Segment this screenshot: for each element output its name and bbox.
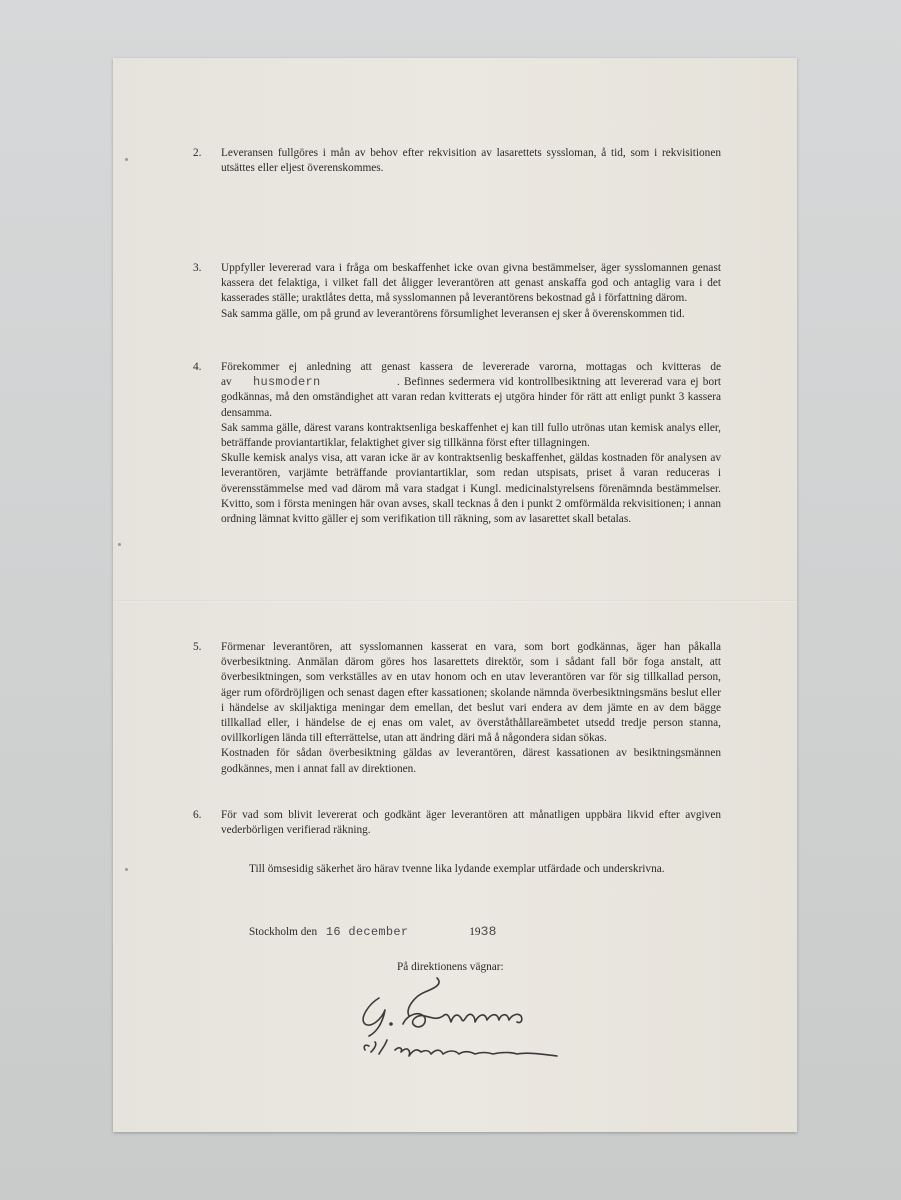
paper-speck bbox=[118, 543, 121, 546]
clause-paragraph: Leveransen fullgöres i mån av behov efter rekvisition av lasarettets syssloman, å tid, som i rekvisitionen utsättes eller eljest överenskommes. bbox=[221, 147, 721, 175]
clause-paragraph bbox=[221, 360, 721, 421]
closing-statement: Till ömsesidig säkerhet äro härav tvenne lika lydande exemplar utfärdade och underskrivna. bbox=[249, 863, 665, 875]
clause-number: 5. bbox=[193, 641, 202, 653]
year-century: 19 bbox=[469, 926, 481, 938]
on-behalf-label: På direktionens vägnar: bbox=[397, 961, 504, 973]
clause-paragraph: Förmenar leverantören, att sysslomannen kasserat en vara, som bort godkännas, äger han påkalla överbesiktning. Anmälan därom göres hos lasarettets direktör, som i sådant fall bör foga anstalt, att överbesiktningen, som verkställes av en utav honom och en utav leverantören var för sig tillkallad person, äger rum ofördröjligen och senast dagen efter kassationen; skolande nämnda överbesiktningsmäns beslut eller i händelse av skiljaktiga meningar dem emellan, det beslut vari endera av dem jämte en av dem bägge tillkallad eller, i händelse de ej enas om valet, av överståthållareämbetet utsedd tredje person stanna, ovillkorligen lända till efterrättelse, utan att ändring däri må å någondera sidan sökas. bbox=[221, 641, 721, 745]
paper-speck bbox=[125, 868, 128, 871]
signature-stroke bbox=[363, 998, 385, 1036]
clause-number: 4. bbox=[193, 361, 202, 373]
clause-paragraph: Kostnaden för sådan överbesiktning gäldas av leverantören, därest kassationen av besiktningsmännen godkännes, men i annat fall av direktionen. bbox=[221, 747, 721, 775]
document-page bbox=[113, 58, 797, 1132]
clause-body bbox=[221, 146, 721, 176]
handwritten-signature bbox=[351, 966, 583, 1072]
clause-paragraph: För vad som blivit levererat och godkänt äger leverantören att månatligen uppbära likvid efter avgiven vederbörligen verifierad räkning. bbox=[221, 809, 721, 837]
typed-recipient: husmodern bbox=[252, 375, 321, 390]
clause-number: 6. bbox=[193, 809, 202, 821]
clause-text: Förekommer ej anledning att genast kassera de levererade varorna, mottagas och kvitteras de av bbox=[221, 361, 721, 389]
clause-number: 2. bbox=[193, 147, 202, 159]
signature-stroke bbox=[395, 1048, 557, 1056]
clause-body bbox=[221, 261, 721, 322]
clause-number: 3. bbox=[193, 262, 202, 274]
typed-year: 38 bbox=[480, 924, 497, 939]
clause-paragraph: Sak samma gälle, om på grund av leverantörens försumlighet leveransen ej sker å överenskommen tid. bbox=[221, 307, 685, 320]
clause-paragraph: Skulle kemisk analys visa, att varan icke är av kontraktsenlig beskaffenhet, gäldas kostnaden för analysen av leverantören, varjämte beträffande proviantartiklar, som redan utspisats, priset å varan reduceras i överensstämmelse med vad därom må vara stadgat i Kungl. medicinalstyrelsens förenämnda bestämmelser. Kvitto, som i första meningen här ovan avses, skall tecknas å den i punkt 2 omförmälda rekvisitionen; i annan ordning lämnat kvitto gäller ej som verifikation till räkning, som av lasarettet skall betalas. bbox=[221, 452, 721, 526]
place-date-line bbox=[249, 924, 497, 939]
clause-body bbox=[221, 640, 721, 777]
typed-date: 16 december bbox=[325, 925, 409, 939]
place-label: Stockholm den bbox=[249, 926, 318, 938]
clause-body bbox=[221, 808, 721, 838]
signature-stroke bbox=[371, 1040, 387, 1054]
clause-body bbox=[221, 360, 721, 527]
signature-stroke bbox=[364, 1045, 369, 1050]
clause-paragraph: Uppfyller levererad vara i fråga om beskaffenhet icke ovan givna bestämmelser, äger sysslomannen genast kassera det felaktiga, i vilket fall det åligger leverantören att genast anskaffa god och antaglig vara i det kasserades ställe; uraktlåtes detta, må sysslomannen på leverantörens bekostnad gå i författning därom. bbox=[221, 262, 721, 305]
clause-text: . Befinnes sedermera vid kontrollbesiktning att levererad vara ej bort godkännas, må den omständighet att varan redan kvitterats ej utgöra hinder för rätt att enligt punkt 3 kassera densamma. bbox=[221, 376, 722, 419]
signature-dot bbox=[390, 1023, 392, 1025]
signature-stroke bbox=[403, 1014, 522, 1027]
signature-stroke bbox=[408, 978, 439, 1016]
paper-speck bbox=[125, 158, 128, 161]
fold-crease bbox=[113, 600, 797, 602]
clause-paragraph: Sak samma gälle, därest varans kontraktsenliga beskaffenhet ej kan till fullo utrönas utan kemisk analys eller, beträffande proviantartiklar, felaktighet giver sig tillkänna först efter tillagningen. bbox=[221, 421, 721, 450]
